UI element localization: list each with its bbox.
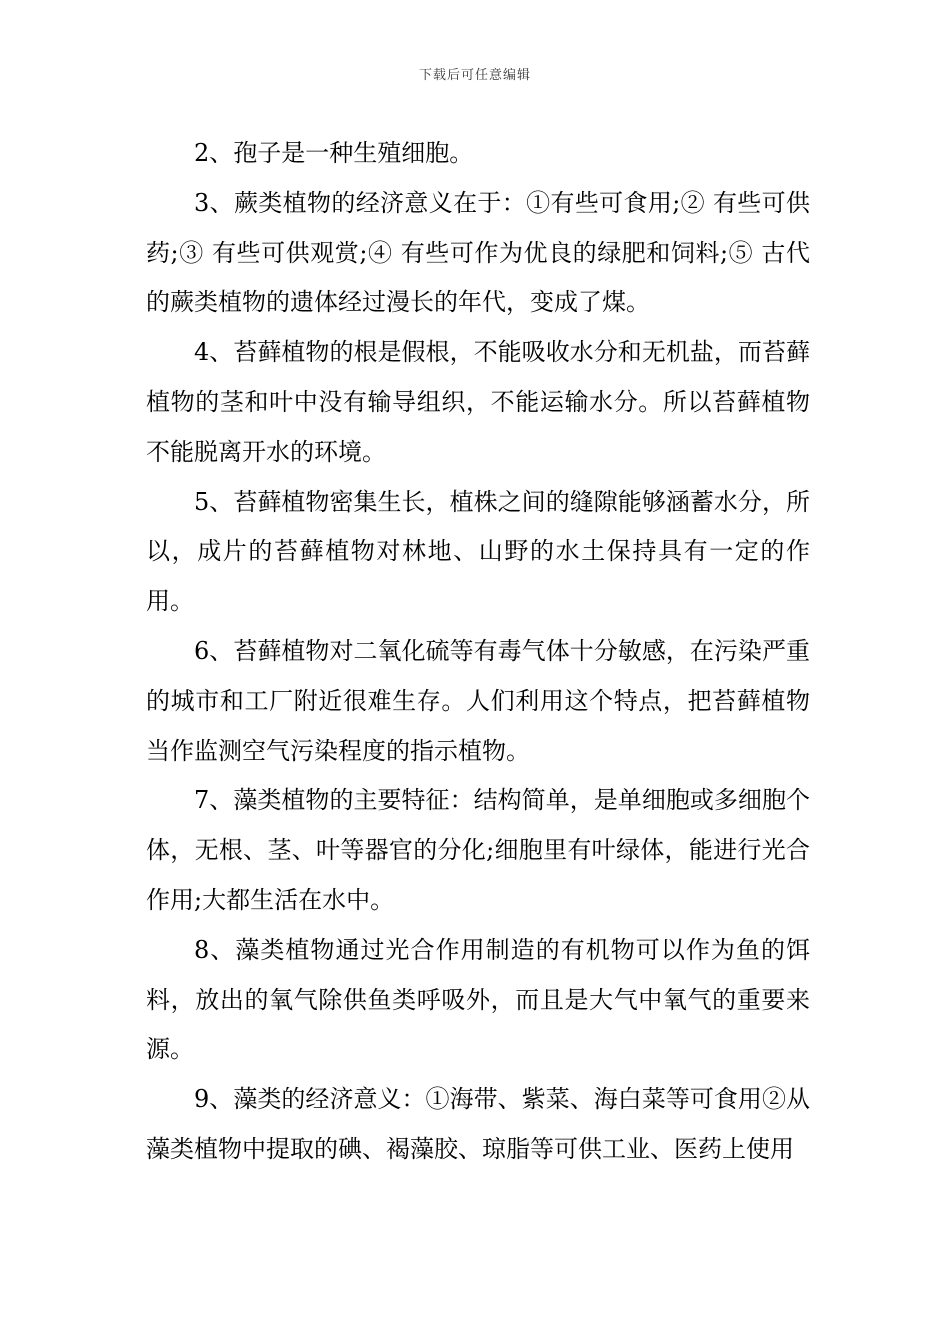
paragraph-3: 3、蕨类植物的经济意义在于：①有些可食用;② 有些可供药;③ 有些可供观赏;④ 有些可作为优良的绿肥和饲料;⑤ 古代的蕨类植物的遗体经过漫长的年代，变成了煤。 <box>146 188 810 317</box>
paragraph-2: 2、孢子是一种生殖细胞。 <box>194 139 474 167</box>
document-body <box>146 129 810 1175</box>
paragraph-9: 9、藻类的经济意义：①海带、紫菜、海白菜等可食用②从藻类植物中提取的碘、褐藻胶、琼脂等可供工业、医药上使用 <box>146 1085 810 1163</box>
paragraph-4: 4、苔藓植物的根是假根，不能吸收水分和无机盐，而苔藓植物的茎和叶中没有输导组织，不能运输水分。所以苔藓植物不能脱离开水的环境。 <box>146 338 810 466</box>
paragraph-7: 7、藻类植物的主要特征：结构简单，是单细胞或多细胞个体，无根、茎、叶等器官的分化;细胞里有叶绿体，能进行光合作用;大都生活在水中。 <box>146 786 810 914</box>
page-header: 下载后可任意编辑 <box>418 68 531 83</box>
paragraph-5: 5、苔藓植物密集生长，植株之间的缝隙能够涵蓄水分，所以，成片的苔藓植物对林地、山野的水土保持具有一定的作用。 <box>146 487 810 616</box>
paragraph-6: 6、苔藓植物对二氧化硫等有毒气体十分敏感，在污染严重的城市和工厂附近很难生存。人们利用这个特点，把苔藓植物当作监测空气污染程度的指示植物。 <box>146 636 810 765</box>
paragraph-8: 8、藻类植物通过光合作用制造的有机物可以作为鱼的饵料，放出的氧气除供鱼类呼吸外，而且是大气中氧气的重要来源。 <box>146 935 810 1064</box>
